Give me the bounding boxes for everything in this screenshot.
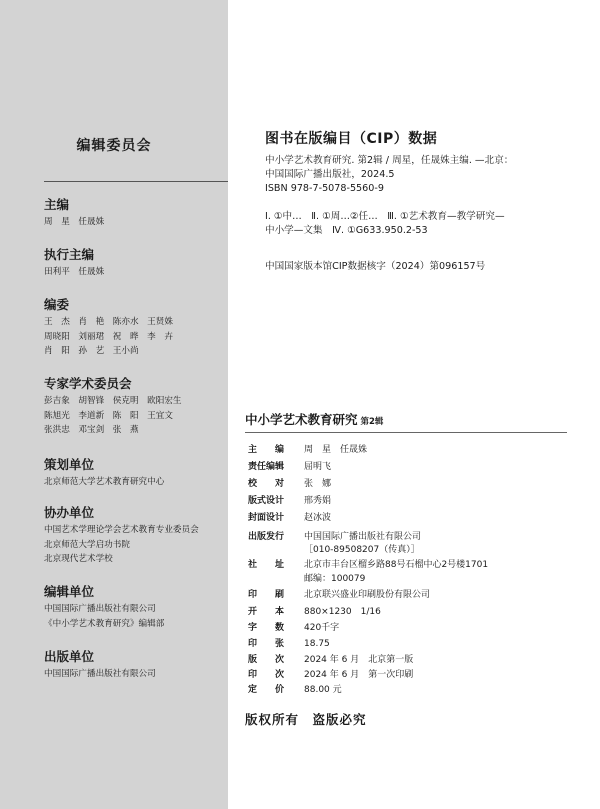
section-planning-unit: [44, 457, 224, 490]
colophon-value: 中国国际广播出版社有限公司: [304, 532, 422, 542]
section-heading: 执行主编: [44, 247, 95, 262]
colophon-label: 印 刷: [248, 590, 285, 600]
colophon-value: 2024 年 6 月 北京第一版: [304, 655, 414, 665]
colophon-row: [248, 589, 431, 601]
editorial-board-title: 编辑委员会: [76, 138, 152, 154]
section-line: 周晓阳 刘丽珺 祝 晔 李 卉: [44, 331, 173, 342]
colophon-value: 880×1230 1/16: [304, 607, 381, 617]
section-line: 《中小学艺术教育研究》编辑部: [44, 618, 165, 629]
colophon-row: [248, 559, 489, 571]
colophon-value: 张 娜: [304, 479, 332, 489]
section-line: 北京师范大学启功书院: [44, 539, 130, 550]
colophon-label: 印 张: [248, 639, 285, 649]
colophon-label: 社 址: [248, 560, 285, 570]
colophon-value: 88.00 元: [304, 685, 342, 695]
colophon-row: [248, 654, 414, 666]
colophon-value: 邮编：100079: [304, 574, 366, 584]
section-line: 中国国际广播出版社有限公司: [44, 669, 156, 679]
colophon-row: [248, 444, 368, 456]
colophon-row: [248, 638, 330, 650]
colophon-value: ［010-89508207（传真）］: [304, 545, 420, 555]
colophon-label: 校 对: [248, 479, 285, 489]
colophon-label: 字 数: [248, 623, 285, 633]
section-line: 北京现代艺术学校: [44, 554, 113, 564]
colophon-row: [248, 512, 332, 524]
colophon-row: [248, 531, 422, 543]
cip-line: 中小学艺术教育研究. 第2辑 / 周星，任晟姝主编. —北京：: [265, 155, 514, 166]
section-line: 肖 阳 孙 艺 王小尚: [44, 346, 139, 356]
colophon-value: 周 星 任晟姝: [304, 445, 368, 455]
book-title-text: 中小学艺术教育研究: [245, 412, 358, 427]
cip-line: ISBN 978-7-5078-5560-9: [265, 183, 384, 194]
section-heading: 出版单位: [44, 649, 95, 664]
colophon-row: [248, 478, 332, 490]
colophon-row: [248, 684, 342, 696]
section-line: 中国国际广播出版社有限公司: [44, 604, 156, 614]
section-chief-editor: [44, 197, 224, 230]
section-heading: 主编: [44, 197, 70, 212]
colophon-label: 印 次: [248, 670, 285, 680]
divider: [44, 181, 228, 182]
colophon-label: 版式设计: [248, 496, 285, 506]
section-heading: 编辑单位: [44, 584, 95, 599]
colophon-row: [248, 606, 381, 618]
colophon-row: [248, 544, 420, 556]
colophon-label: 主 编: [248, 445, 285, 455]
colophon-label: 责任编辑: [248, 462, 285, 472]
colophon-value: 北京市丰台区榴乡路88号石榴中心2号楼1701: [304, 560, 489, 570]
cip-line: 中国国际广播出版社，2024.5: [265, 169, 395, 180]
colophon-label: 版 次: [248, 655, 285, 665]
colophon-label: 定 价: [248, 685, 285, 695]
section-line: 中国艺术学理论学会艺术教育专业委员会: [44, 525, 199, 535]
divider: [245, 432, 567, 433]
section-executive-editor: [44, 247, 224, 280]
colophon-label: 出版发行: [248, 532, 285, 542]
section-editing-unit: [44, 584, 224, 631]
section-publishing-unit: [44, 649, 224, 682]
book-volume: 第2辑: [360, 417, 384, 427]
section-line: 彭吉象 胡智锋 侯克明 欧阳宏生: [44, 396, 182, 406]
colophon-label: 封面设计: [248, 513, 285, 523]
colophon-row: [248, 495, 332, 507]
colophon-value: 邢秀娟: [304, 496, 332, 506]
colophon-row: [248, 573, 366, 585]
section-heading: 专家学术委员会: [44, 376, 132, 391]
section-line: 北京师范大学艺术教育研究中心: [44, 477, 165, 487]
editorial-panel: [0, 0, 228, 809]
colophon-row: [248, 622, 340, 634]
cip-title: 图书在版编目（CIP）数据: [265, 131, 438, 147]
colophon-value: 赵冰波: [304, 513, 332, 523]
colophon-label: 开 本: [248, 607, 285, 617]
colophon-row: [248, 461, 332, 473]
book-title: [245, 410, 383, 428]
copyright-notice: 版权所有 盗版必究: [245, 712, 367, 727]
section-co-organizers: [44, 505, 224, 567]
section-line: 王 杰 肖 艳 陈亦水 王贤姝: [44, 317, 173, 327]
section-board-members: [44, 297, 224, 359]
section-heading: 策划单位: [44, 457, 95, 472]
section-heading: 编委: [44, 297, 70, 312]
cip-number: 中国国家版本馆CIP数据核字（2024）第096157号: [265, 261, 486, 272]
section-line: 张洪忠 邓宝剑 张 燕: [44, 425, 139, 435]
colophon-value: 屈明飞: [304, 462, 332, 472]
colophon-value: 420千字: [304, 623, 340, 633]
section-line: 陈旭光 李道新 陈 阳 王宜文: [44, 410, 173, 421]
colophon-row: [248, 669, 414, 681]
cip-line: 中小学—文集 Ⅳ. ①G633.950.2-53: [265, 225, 428, 236]
cip-line: Ⅰ. ①中… Ⅱ. ①周…②任… Ⅲ. ①艺术教育—教学研究—: [265, 211, 505, 222]
colophon-value: 2024 年 6 月 第一次印刷: [304, 670, 414, 680]
colophon-value: 北京联兴盛业印刷股份有限公司: [304, 590, 431, 600]
section-heading: 协办单位: [44, 505, 95, 520]
colophon-value: 18.75: [304, 639, 330, 649]
section-line: 周 星 任晟姝: [44, 217, 105, 227]
section-academic-committee: [44, 376, 224, 438]
section-line: 田利平 任晟姝: [44, 267, 105, 277]
